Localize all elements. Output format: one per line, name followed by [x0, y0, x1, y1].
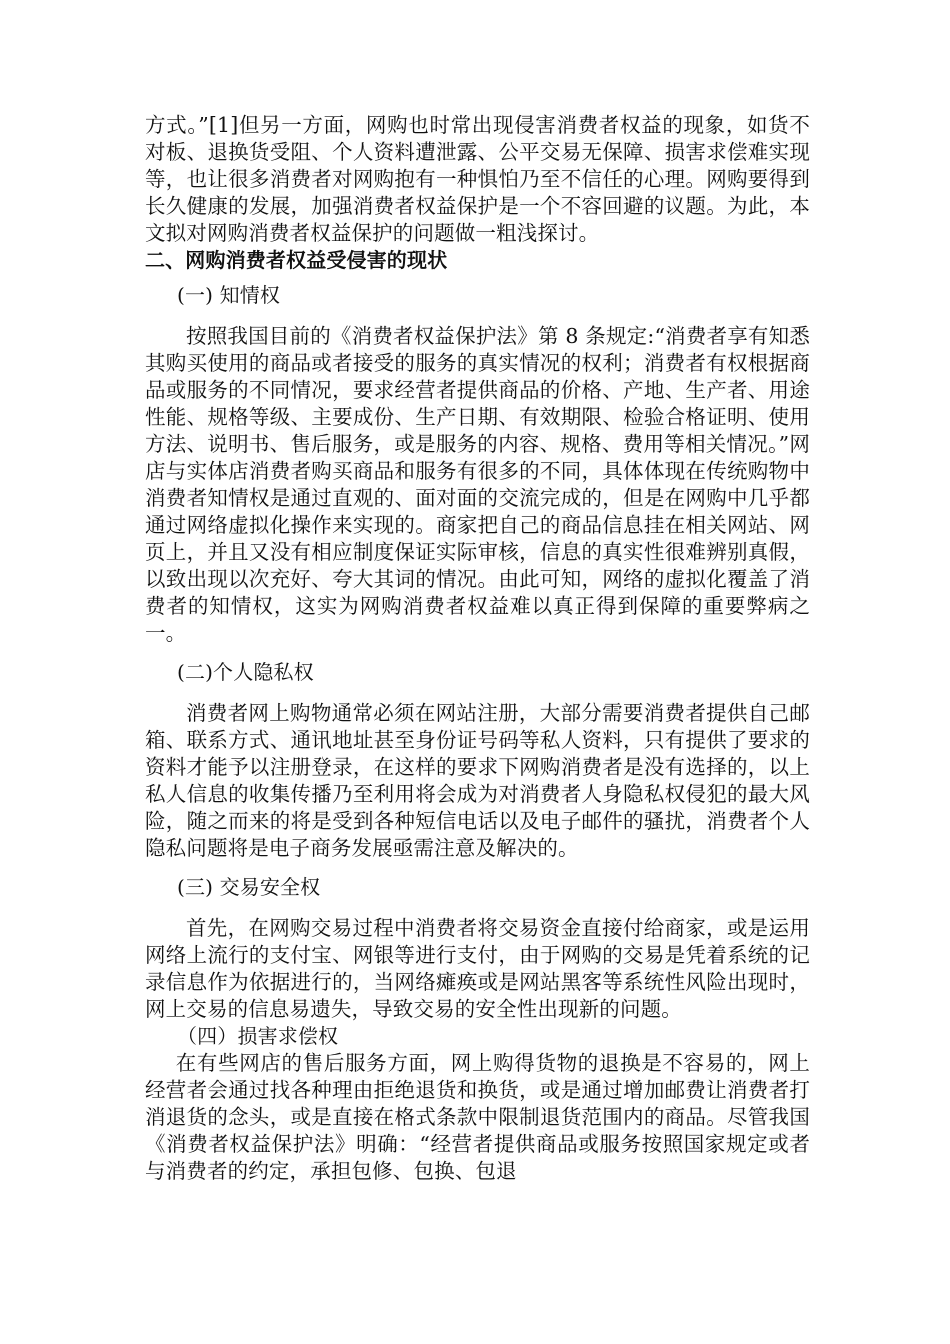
subsection-body-privacy: 消费者网上购物通常必须在网站注册，大部分需要消费者提供自己邮箱、联系方式、通讯地址甚至身份证号码等私人资料，只有提供了要求的资料才能予以注册登录，在这样的要求下网购消费者是没有选择的，以上私人信息的收集传播乃至利用将会成为对消费者人身隐私权侵犯的最大风险，随之而来的将是受到各种短信电话以及电子邮件的骚扰，消费者个人隐私问题将是电子商务发展亟需注意及解决的。: [145, 701, 810, 860]
subsection-title-privacy: (二)个人隐私权: [177, 660, 314, 684]
subsection-body-compensation: 在有些网店的售后服务方面，网上购得货物的退换是不容易的，网上经营者会通过找各种理由拒绝退货和换货，或是通过增加邮费让消费者打消退货的念头，或是直接在格式条款中限制退货范围内的商品。尽管我国《消费者权益保护法》明确：“经营者提供商品或服务按照国家规定或者与消费者的约定，承担包修、包换、包退: [145, 1051, 810, 1183]
subsection-body-transaction-security: 首先，在网购交易过程中消费者将交易资金直接付给商家，或是运用网络上流行的支付宝、网银等进行支付，由于网购的交易是凭着系统的记录信息作为依据进行的，当网络瘫痪或是网站黑客等系统性风险出现时，网上交易的信息易遗失，导致交易的安全性出现新的问题。: [145, 916, 810, 1021]
section-heading: 二、网购消费者权益受侵害的现状: [145, 248, 448, 272]
subsection-body-right-to-know: 按照我国目前的《消费者权益保护法》第 8 条规定:“消费者享有知悉其购买使用的商品或者接受的服务的真实情况的权利；消费者有权根据商品或服务的不同情况，要求经营者提供商品的价格、产地、生产者、用途性能、规格等级、主要成份、生产日期、有效期限、检验合格证明、使用方法、说明书、售后服务，或是服务的内容、规格、费用等相关情况。”网店与实体店消费者购买商品和服务有很多的不同，具体体现在传统购物中消费者知情权是通过直观的、面对面的交流完成的，但是在网购中几乎都通过网络虚拟化操作来实现的。商家把自己的商品信息挂在相关网站、网页上，并且又没有相应制度保证实际审核，信息的真实性很难辨别真假，以致出现以次充好、夸大其词的情况。由此可知，网络的虚拟化覆盖了消费者的知情权，这实为网购消费者权益难以真正得到保障的重要弊病之一。: [145, 324, 810, 645]
subsection-title-transaction-security: (三) 交易安全权: [177, 875, 321, 899]
document-body: [145, 112, 810, 1185]
subsection-title-compensation: （四）损害求偿权: [177, 1024, 339, 1048]
subsection-title-right-to-know: (一) 知情权: [177, 283, 281, 307]
intro-paragraph: 方式。”[1]但另一方面，网购也时常出现侵害消费者权益的现象，如货不对板、退换货受阻、个人资料遭泄露、公平交易无保障、损害求偿难实现等，也让很多消费者对网购抱有一种惧怕乃至不信任的心理。网购要得到长久健康的发展，加强消费者权益保护是一个不容回避的议题。为此，本文拟对网购消费者权益保护的问题做一粗浅探讨。: [145, 113, 810, 245]
